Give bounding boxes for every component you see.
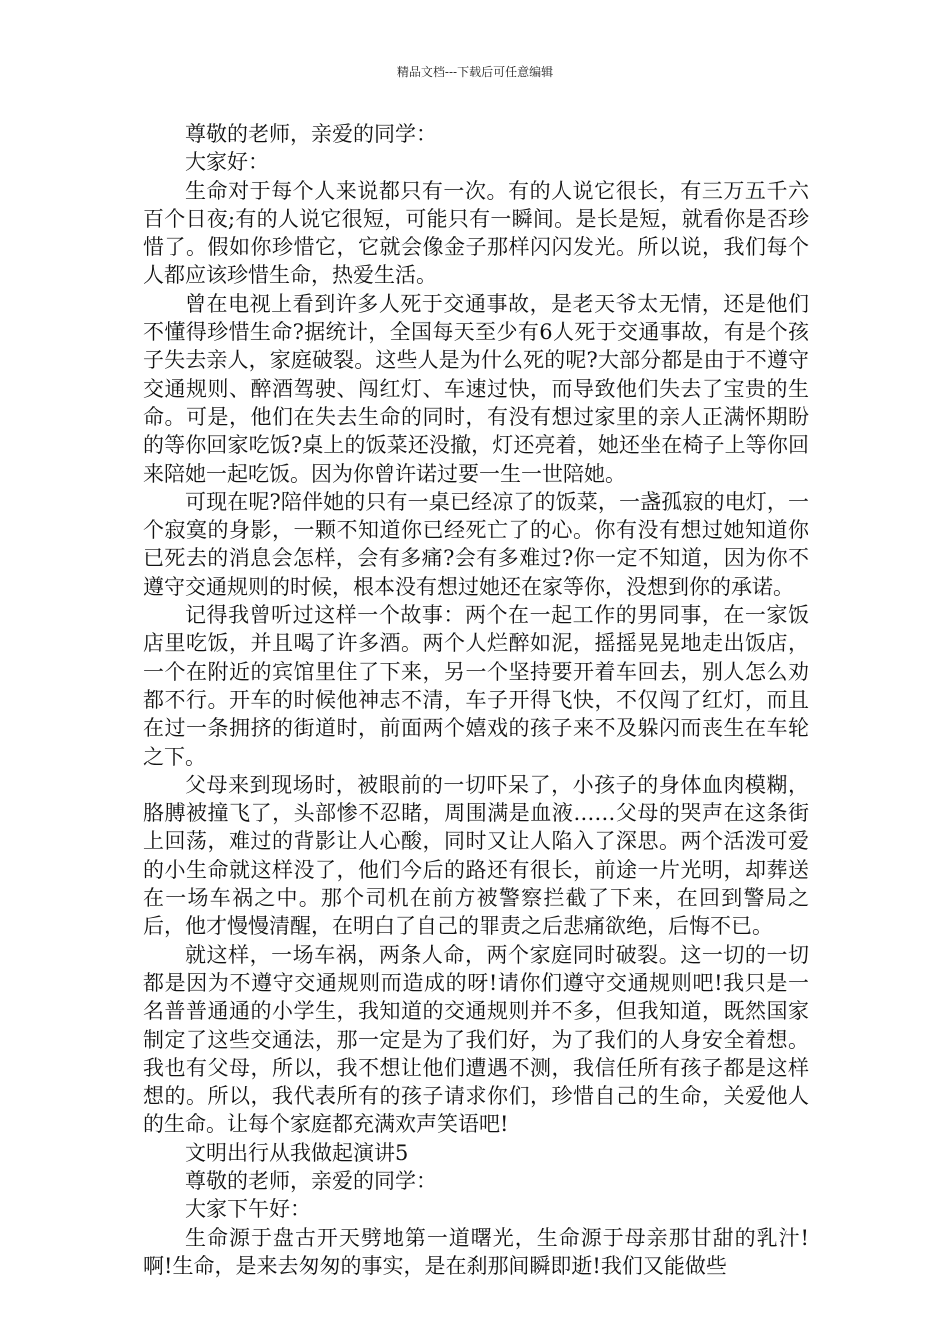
salutation: 尊敬的老师，亲爱的同学： — [185, 1168, 437, 1193]
salutation: 尊敬的老师，亲爱的同学： — [185, 122, 437, 146]
paragraph: 父母来到现场时，被眼前的一切吓呆了，小孩子的身体血肉模糊，胳膊被撞飞了，头部惨不忍睹，周围满是血液……父母的哭声在这条街上回荡，难过的背影让人心酸，同时又让人陷入了深思。两个活泼可爱的小生命就这样没了，他们今后的路还有很长，前途一片光明，却葬送在一场车祸之中。那个司机在前方被警察拦截了下来，在回到警局之后，他才慢慢清醒，在明白了自己的罪责之后悲痛欲绝，后悔不已。 — [143, 772, 809, 939]
section-title: 文明出行从我做起演讲5 — [185, 1140, 409, 1165]
paragraph: 曾在电视上看到许多人死于交通事故，是老天爷太无情，还是他们不懂得珍惜生命?据统计，全国每天至少有6人死于交通事故，有是个孩子失去亲人，家庭破裂。这些人是为什么死的呢?大部分都是由于不遵守交通规则、醉酒驾驶、闯红灯、车速过快，而导致他们失去了宝贵的生命。可是，他们在失去生命的同时，有没有想过家里的亲人正满怀期盼的等你回家吃饭?桌上的饭菜还没撤，灯还亮着，她还坐在椅子上等你回来陪她一起吃饭。因为你曾许诺过要一生一世陪她。 — [143, 291, 809, 486]
document-body — [143, 120, 809, 1280]
greeting: 大家下午好： — [185, 1197, 311, 1222]
greeting: 大家好： — [185, 150, 269, 175]
paragraph: 生命源于盘古开天劈地第一道曙光，生命源于母亲那甘甜的乳汁!啊!生命，是来去匆匆的事实，是在刹那间瞬即逝!我们又能做些 — [143, 1225, 809, 1278]
page-header: 精品文档---下载后可任意编辑 — [396, 65, 554, 79]
paragraph: 可现在呢?陪伴她的只有一桌已经凉了的饭菜，一盏孤寂的电灯，一个寂寞的身影，一颗不知道你已经死亡了的心。你有没有想过她知道你已死去的消息会怎样，会有多痛?会有多难过?你一定不知道，因为你不遵守交通规则的时候，根本没有想过她还在家等你，没想到你的承诺。 — [143, 489, 809, 599]
paragraph: 记得我曾听过这样一个故事：两个在一起工作的男同事，在一家饭店里吃饭，并且喝了许多酒。两个人烂醉如泥，摇摇晃晃地走出饭店，一个在附近的宾馆里住了下来，另一个坚持要开着车回去，别人怎么劝都不行。开车的时候他神志不清，车子开得飞快，不仅闯了红灯，而且在过一条拥挤的街道时，前面两个嬉戏的孩子来不及躲闪而丧生在车轮之下。 — [143, 603, 809, 769]
paragraph: 就这样，一场车祸，两条人命，两个家庭同时破裂。这一切的一切都是因为不遵守交通规则而造成的呀!请你们遵守交通规则吧!我只是一名普普通通的小学生，我知道的交通规则并不多，但我知道，既然国家制定了这些交通法，那一定是为了我们好，为了我们的人身安全着想。我也有父母，所以，我不想让他们遭遇不测，我信任所有孩子都是这样想的。所以，我代表所有的孩子请求你们，珍惜自己的生命，关爱他人的生命。让每个家庭都充满欢声笑语吧! — [143, 942, 809, 1137]
paragraph: 生命对于每个人来说都只有一次。有的人说它很长，有三万五千六百个日夜;有的人说它很短，可能只有一瞬间。是长是短，就看你是否珍惜了。假如你珍惜它，它就会像金子那样闪闪发光。所以说，我们每个人都应该珍惜生命，热爱生活。 — [143, 178, 809, 288]
